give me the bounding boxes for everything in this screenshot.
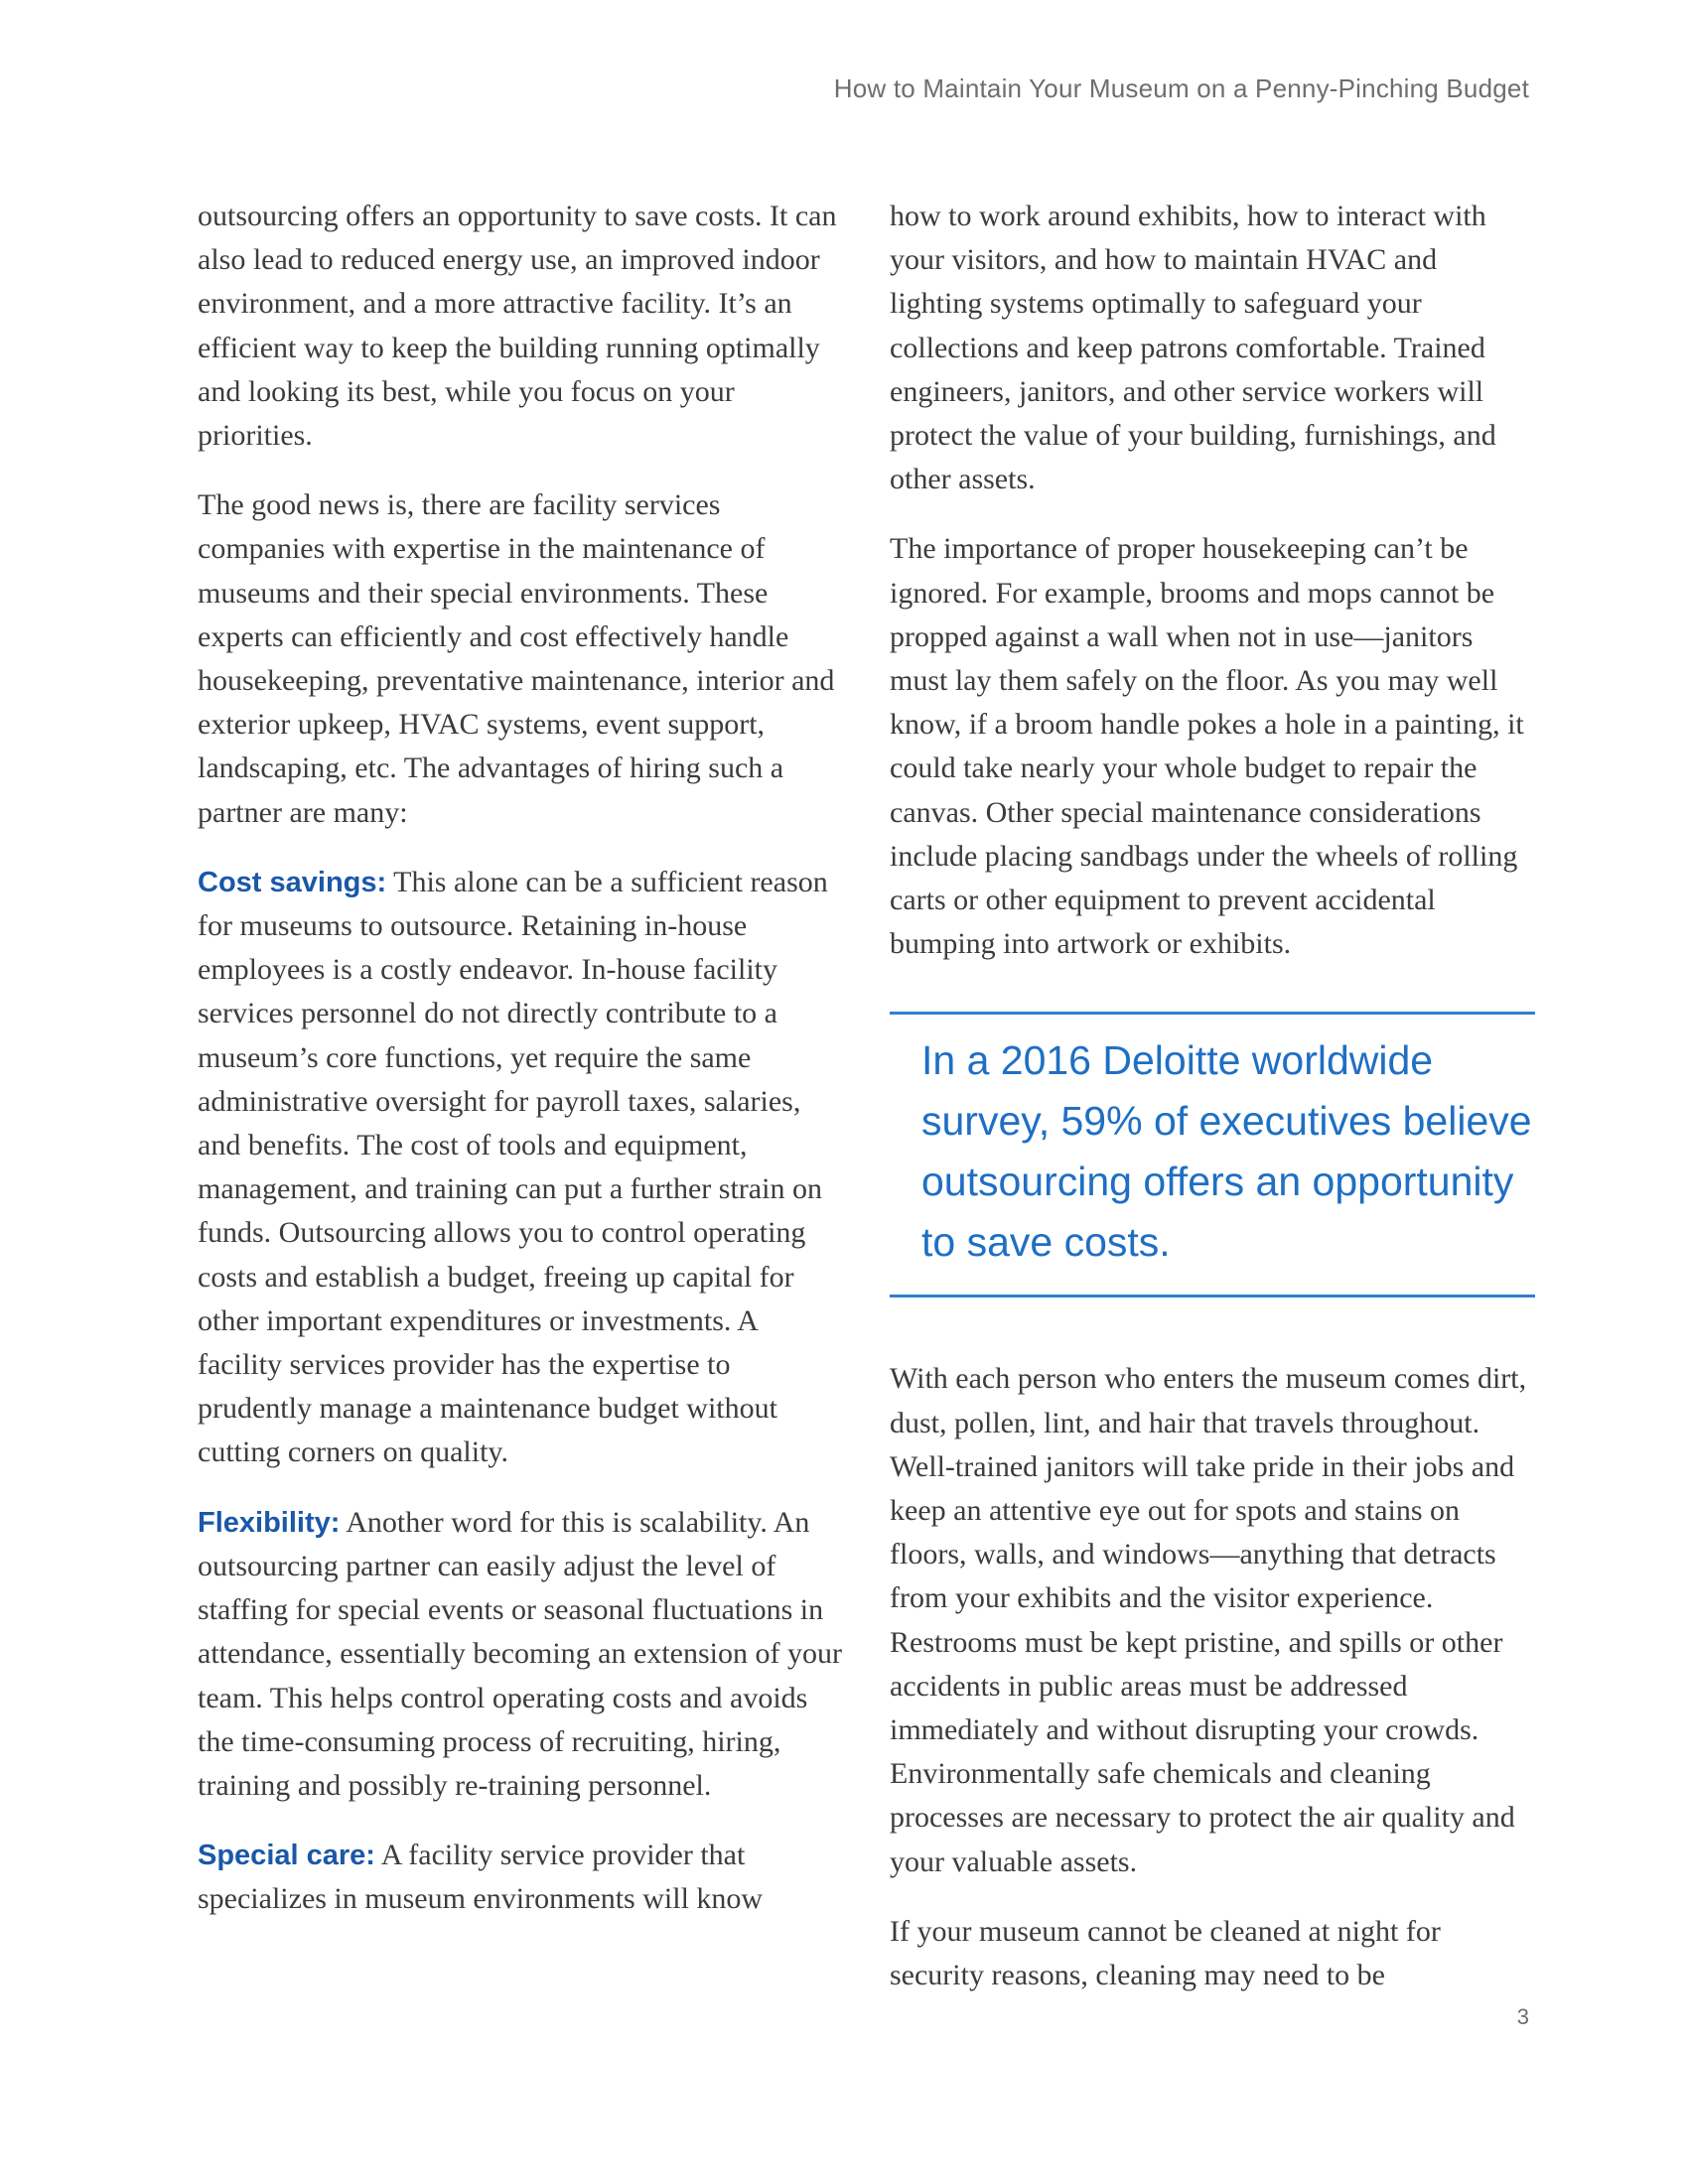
paragraph-flexibility [198,1501,843,1808]
lead-special-care: Special care: [198,1840,375,1872]
lead-flexibility: Flexibility: [198,1506,341,1539]
paragraph-janitors: With each person who enters the museum comes dirt, dust, pollen, lint, and hair that travels throughout. Well-trained janitors will take pride in their jobs and keep an attentive eye out for spots and stains on floors, walls, and windows—anything that detracts from your exhibits and the visitor experience. Restrooms must be kept pristine, and spills or other accidents in public areas must be addressed immediately and without disrupting your crowds. Environmentally safe chemicals and cleaning processes are necessary to protect the air quality and your valuable assets. [890,1362,1527,1878]
pull-quote: In a 2016 Deloitte worldwide survey, 59% of executives believe outsourcing offers an opportunity to save costs. [890,1012,1535,1297]
paragraph-cost-savings [198,861,843,1475]
left-column [198,195,843,1948]
paragraph-outsourcing-benefits: outsourcing offers an opportunity to save costs. It can also lead to reduced energy use, an improved indoor environment, and a more attractive facility. It’s an efficient way to keep the building running optimally and looking its best, while you focus on your priorities. [198,200,837,453]
paragraph-special-care [198,1834,843,1921]
special-care-text: A facility service provider that specializes in museum environments will know [198,1839,764,1916]
paragraph-housekeeping: The importance of proper housekeeping can’t be ignored. For example, brooms and mops cannot be propped against a wall when not in use—janitors must lay them safely on the floor. As you may well know, if a broom handle pokes a hole in a painting, it could take nearly your whole budget to repair the canvas. Other special maintenance considerations include placing sandbags under the wheels of rolling carts or other equipment to prevent accidental bumping into artwork or exhibits. [890,532,1524,961]
paragraph-good-news: The good news is, there are facility services companies with expertise in the maintenance of museums and their special environments. These experts can efficiently and cost effectively handle housekeeping, preventative maintenance, interior and exterior upkeep, HVAC systems, event support, landscaping, etc. The advantages of hiring such a partner are many: [198,488,835,829]
flexibility-text: Another word for this is scalability. An outsourcing partner can easily adjust the level of staffing for special events or seasonal fluctuations in attendance, essentially becoming an extension of your team. This helps control operating costs and avoids the time-consuming process of recruiting, hiring, training and possibly re-training personnel. [198,1505,842,1802]
lead-cost-savings: Cost savings: [198,866,387,898]
right-column [890,195,1535,2023]
cost-savings-text: This alone can be a sufficient reason for museums to outsource. Retaining in-house employees is a costly endeavor. In-house facility services personnel do not directly contribute to a museum’s core functions, yet require the same administrative oversight for payroll taxes, salaries, and benefits. The cost of tools and equipment, management, and training can put a further strain on funds. Outsourcing allows you to control operating costs and establish a budget, freeing up capital for other important expenditures or investments. A facility services provider has the expertise to prudently manage a maintenance budget without cutting corners on quality. [198,865,828,1469]
paragraph-work-around-exhibits: how to work around exhibits, how to interact with your visitors, and how to maintain HVAC and lighting systems optimally to safeguard your collections and keep patrons comfortable. Trained engineers, janitors, and other service workers will protect the value of your building, furnishings, and other assets. [890,200,1496,496]
paragraph-night-cleaning: If your museum cannot be cleaned at night for security reasons, cleaning may need to be [890,1914,1441,1992]
page-number: 3 [1516,2004,1529,2029]
running-header: How to Maintain Your Museum on a Penny-Pinching Budget [833,73,1529,103]
